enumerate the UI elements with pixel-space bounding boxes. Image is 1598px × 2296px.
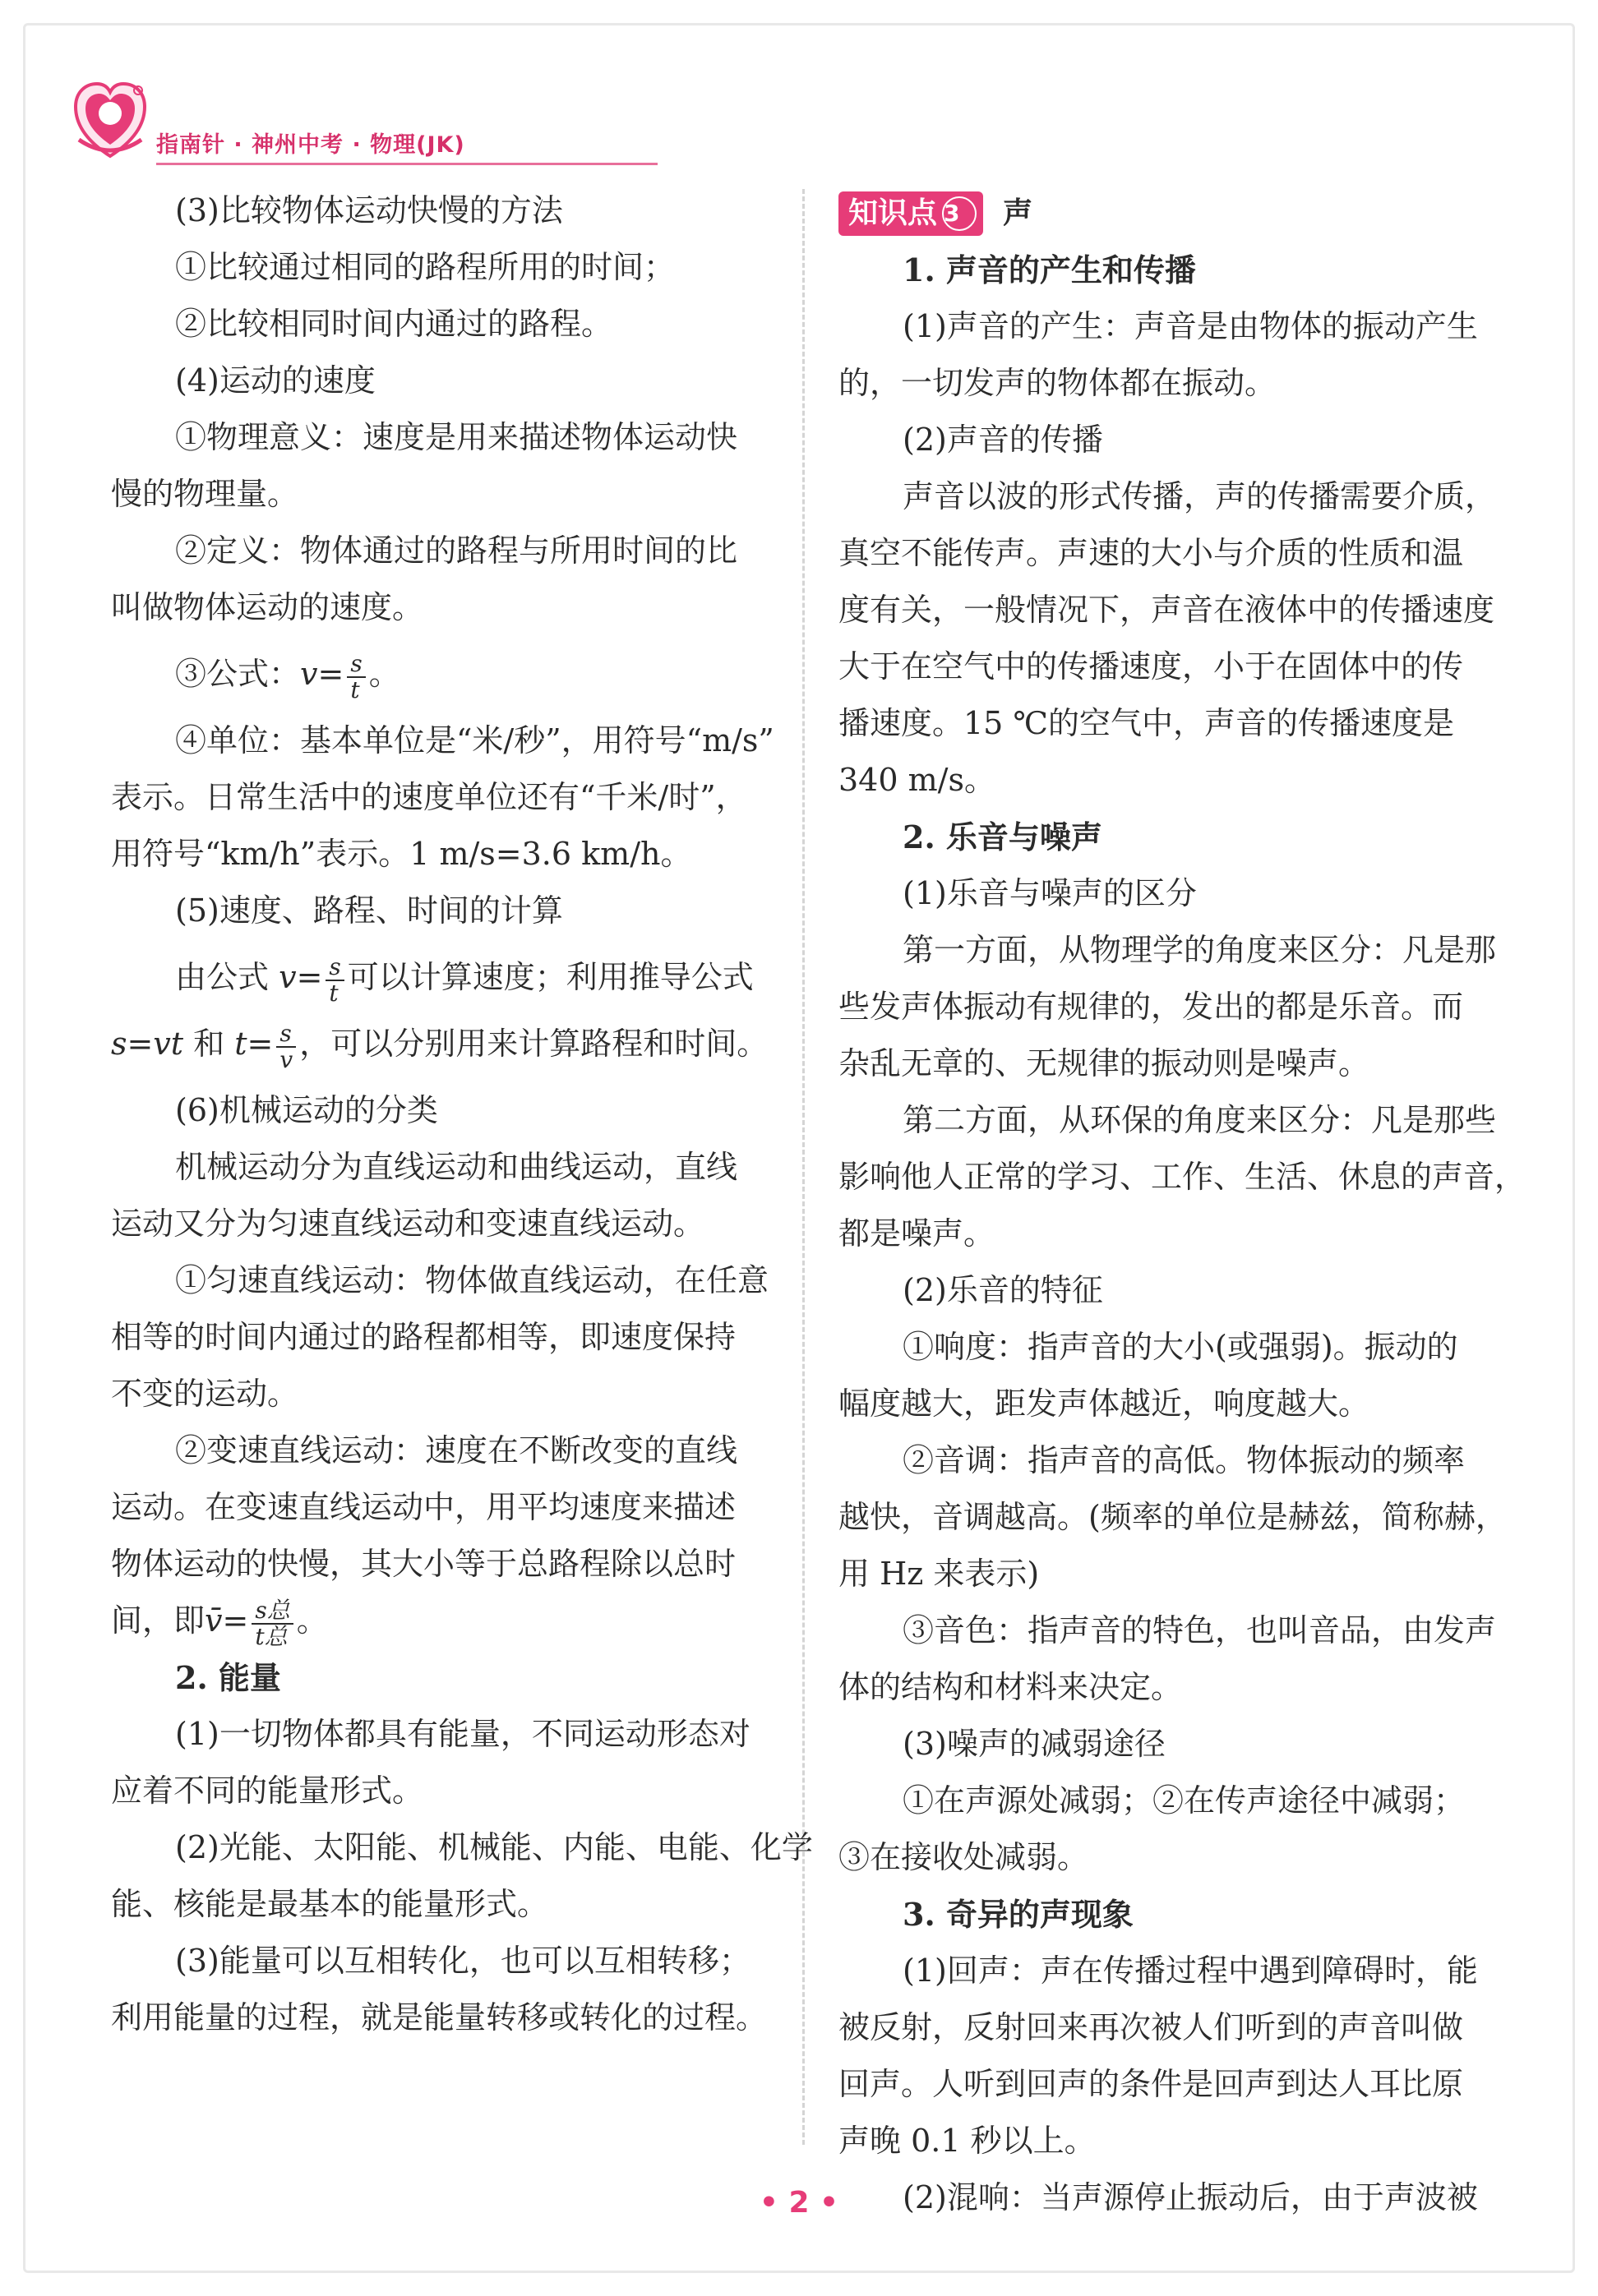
fraction: $\frac{s}{t}$ [347,652,365,703]
text-line: 不变的运动。 [111,1376,299,1412]
text-line: 用符号“km/h”表示。1 m/s=3.6 km/h。 [111,836,692,872]
text-line: ③音色：指声音的特色，也叫音品，由发声 [903,1612,1497,1648]
fraction: $\frac{s}{v}$ [276,1021,296,1072]
text-line: 340 m/s。 [838,762,995,798]
text-line: 杂乱无章的、无规律的振动则是噪声。 [838,1045,1370,1081]
text-line: 影响他人正常的学习、工作、生活、休息的声音， [838,1159,1526,1195]
section-heading: 1. 声音的产生和传播 [903,251,1196,288]
section-heading: 2. 乐音与噪声 [903,818,1102,855]
text-line: ②变速直线运动：速度在不断改变的直线 [175,1432,738,1468]
text-line: ②比较相同时间内通过的路程。 [175,306,613,342]
text-line: (5)速度、路程、时间的计算 [175,892,563,929]
left-column [111,182,813,2046]
text-line: (4)运动的速度 [175,362,376,399]
text-line: 物体运动的快慢，其大小等于总路程除以总时 [111,1546,737,1582]
text-line: (6)机械运动的分类 [175,1092,438,1128]
header-title: 指南针 · 神州中考 · 物理(JK) [156,132,465,158]
text-line: 表示。日常生活中的速度单位还有“千米/时”， [111,779,747,815]
text-line: (3)噪声的减弱途径 [903,1726,1166,1762]
text-line: 机械运动分为直线运动和曲线运动，直线 [175,1149,738,1185]
text-line: (2)混响：当声源停止振动后，由于声波被 [903,2179,1478,2215]
text-line: ①在声源处减弱；②在传声途径中减弱； [903,1782,1466,1819]
text-line: 叫做物体运动的速度。 [111,589,424,625]
text-line: ④单位：基本单位是“米/秒”，用符号“m/s” [175,722,774,758]
text-line: 用 Hz 来表示) [838,1556,1040,1592]
text-line: 应着不同的能量形式。 [111,1773,424,1809]
heart-shield-logo-icon [71,76,150,161]
right-column [838,182,1526,2226]
text-line: ②定义：物体通过的路程与所用时间的比 [175,533,738,569]
text-line: (1)乐音与噪声的区分 [903,875,1197,911]
section-heading: 2. 能量 [175,1659,281,1696]
text-line: 播速度。15 ℃的空气中，声音的传播速度是 [838,705,1454,741]
knowledge-point-badge: 知识点 3 [838,191,983,236]
text-line: 第一方面，从物理学的角度来区分：凡是那 [903,932,1497,968]
text-line: 回声。人听到回声的条件是回声到达人耳比原 [838,2066,1464,2102]
text-line: ①响度：指声音的大小(或强弱)。振动的 [903,1329,1458,1365]
text-line: ③在接收处减弱。 [838,1839,1089,1875]
text-line: (1)回声：声在传播过程中遇到障碍时，能 [903,1953,1478,1989]
calc-formula-line: s=vt 和 t= $\frac{s}{v}$ ，可以分别用来计算路程和时间。 [111,1019,769,1073]
page-header [71,76,580,174]
text-line: 能、核能是最基本的能量形式。 [111,1886,549,1922]
text-line: 大于在空气中的传播速度，小于在固体中的传 [838,648,1464,685]
text-line: 运动又分为匀速直线运动和变速直线运动。 [111,1206,705,1242]
header-rule [156,163,658,165]
text-line: 声音以波的形式传播，声的传播需要介质， [903,478,1497,514]
text-line: ①物理意义：速度是用来描述物体运动快 [175,419,738,455]
text-line: 度有关，一般情况下，声音在液体中的传播速度 [838,592,1495,628]
text-line: 被反射，反射回来再次被人们听到的声音叫做 [838,2009,1464,2045]
text-line: ②音调：指声音的高低。物体振动的频率 [903,1442,1466,1478]
speed-formula: ③公式：v= $\frac{s}{t}$ 。 [175,649,400,703]
text-line: 都是噪声。 [838,1215,995,1252]
text-line: 幅度越大，距发声体越近，响度越大。 [838,1385,1370,1422]
calc-formula-line: 由公式 v= $\frac{s}{t}$ 可以计算速度；利用推导公式 [175,952,754,1007]
text-line: ①比较通过相同的路程所用的时间； [175,249,676,285]
text-line: (2)光能、太阳能、机械能、内能、电能、化学 [175,1829,813,1865]
text-line: 的，一切发声的物体都在振动。 [838,365,1277,401]
text-line: 第二方面，从环保的角度来区分：凡是那些 [903,1102,1497,1138]
text-line: ①匀速直线运动：物体做直线运动，在任意 [175,1262,769,1298]
text-line: 慢的物理量。 [111,476,299,512]
text-line: 体的结构和材料来决定。 [838,1669,1183,1705]
circled-number: 3 [942,196,977,231]
average-speed-formula: 间，即v̄= $\frac{\text{s总}}{\text{t总}}$ 。 [111,1596,328,1650]
page-number: • 2 • [759,2186,839,2220]
fraction: $\frac{\text{s总}}{\text{t总}}$ [252,1598,293,1649]
text-line: (2)乐音的特征 [903,1272,1103,1308]
text-line: (2)声音的传播 [903,422,1103,458]
text-line: 越快，音调越高。(频率的单位是赫兹，简称赫， [838,1499,1507,1535]
text-line: 利用能量的过程，就是能量转移或转化的过程。 [111,1999,768,2036]
text-line: 运动。在变速直线运动中，用平均速度来描述 [111,1489,737,1525]
text-line: 相等的时间内通过的路程都相等，即速度保持 [111,1319,737,1355]
knowledge-point-heading [838,182,1521,242]
knowledge-point-title: 声 [1003,196,1033,230]
section-heading: 3. 奇异的声现象 [903,1896,1134,1933]
text-line: (1)声音的产生：声音是由物体的振动产生 [903,308,1478,344]
text-line: 声晚 0.1 秒以上。 [838,2123,1096,2159]
text-line: (3)能量可以互相转化，也可以互相转移； [175,1943,751,1979]
text-line: 些发声体振动有规律的，发出的都是乐音。而 [838,989,1464,1025]
fraction: $\frac{s}{t}$ [326,955,344,1006]
text-line: (1)一切物体都具有能量，不同运动形态对 [175,1716,751,1752]
text-line: 真空不能传声。声速的大小与介质的性质和温 [838,535,1464,571]
text-line: (3)比较物体运动快慢的方法 [175,192,563,228]
